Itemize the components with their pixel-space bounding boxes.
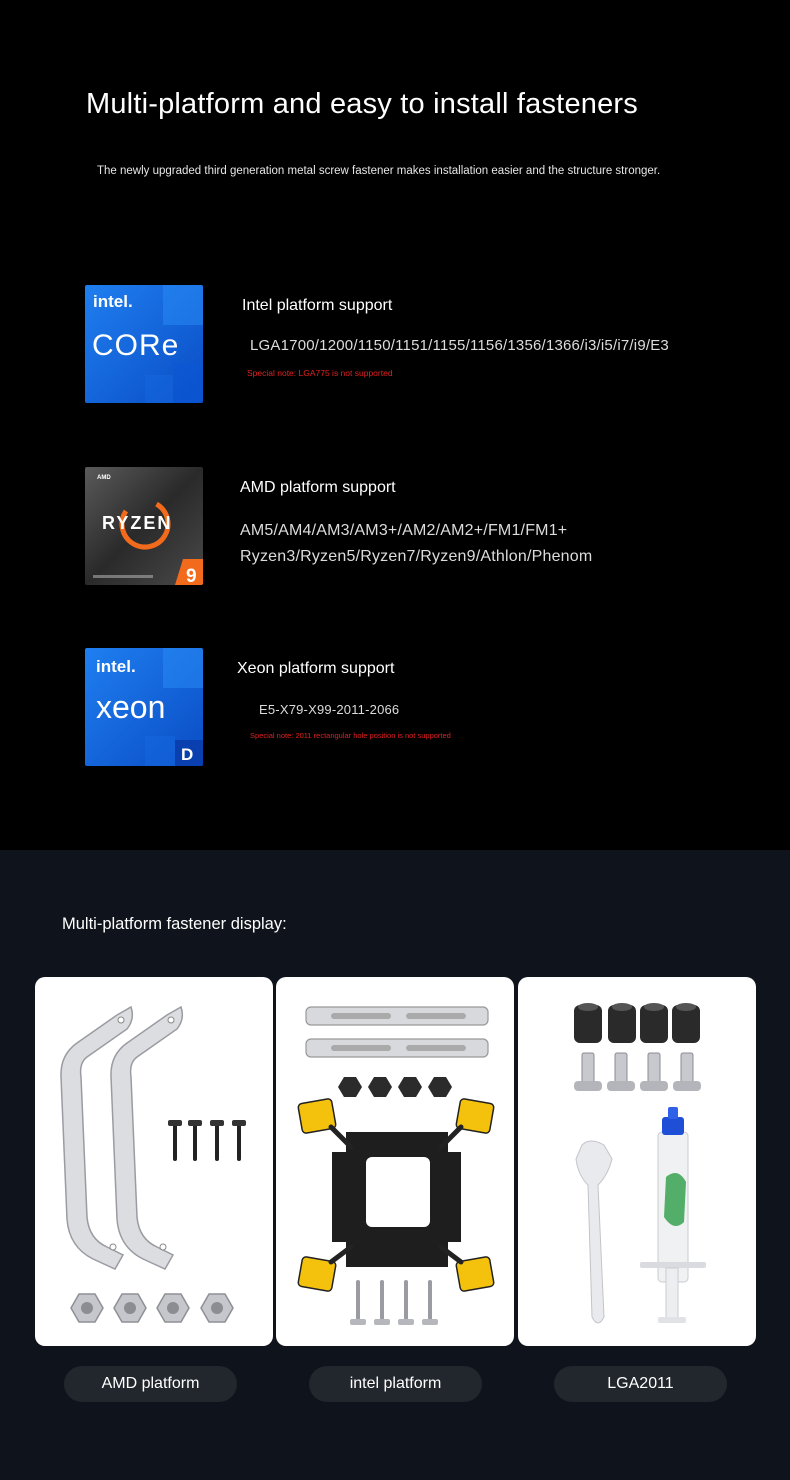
intel-fastener-card (276, 977, 514, 1346)
intel-xeon-logo (85, 648, 203, 766)
amd-socket-list-2: Ryzen3/Ryzen5/Ryzen7/Ryzen9/Athlon/Phenom (240, 548, 593, 565)
page-title: Multi-platform and easy to install fasteners (86, 88, 638, 120)
amd-fastener-card (35, 977, 273, 1346)
amd-platform-title: AMD platform support (240, 479, 396, 496)
svg-text:9: 9 (186, 566, 197, 585)
xeon-special-note: Special note: 2011 rectangular hole position is not supported (250, 731, 451, 740)
amd-fastener-image (35, 977, 273, 1346)
lga2011-fastener-image (518, 977, 756, 1346)
amd-ryzen-logo (85, 467, 203, 585)
svg-text:AMD: AMD (97, 475, 111, 481)
intel-socket-list: LGA1700/1200/1150/1151/1155/1156/1356/1366/i3/i5/i7/i9/E3 (250, 337, 669, 354)
svg-text:D: D (181, 745, 194, 764)
svg-text:intel.: intel. (93, 292, 133, 311)
intel-platform-label: intel platform (309, 1366, 482, 1402)
xeon-platform-title: Xeon platform support (237, 660, 395, 677)
svg-text:intel.: intel. (96, 657, 136, 676)
svg-text:CORe: CORe (92, 329, 180, 362)
xeon-socket-list: E5-X79-X99-2011-2066 (259, 702, 400, 717)
intel-platform-title: Intel platform support (242, 297, 393, 314)
svg-text:RYZEN: RYZEN (102, 513, 173, 533)
intel-fastener-image (276, 977, 514, 1346)
page-subtitle: The newly upgraded third generation metal screw fastener makes installation easier and the structure stronger. (97, 165, 661, 177)
amd-socket-list-1: AM5/AM4/AM3/AM3+/AM2/AM2+/FM1/FM1+ (240, 522, 568, 539)
intel-special-note: Special note: LGA775 is not supported (247, 368, 393, 378)
amd-platform-label: AMD platform (64, 1366, 237, 1402)
svg-text:xeon: xeon (96, 689, 166, 725)
lga2011-fastener-card (518, 977, 756, 1346)
fastener-display-title: Multi-platform fastener display: (62, 915, 287, 933)
intel-core-logo (85, 285, 203, 403)
lga2011-label: LGA2011 (554, 1366, 727, 1402)
